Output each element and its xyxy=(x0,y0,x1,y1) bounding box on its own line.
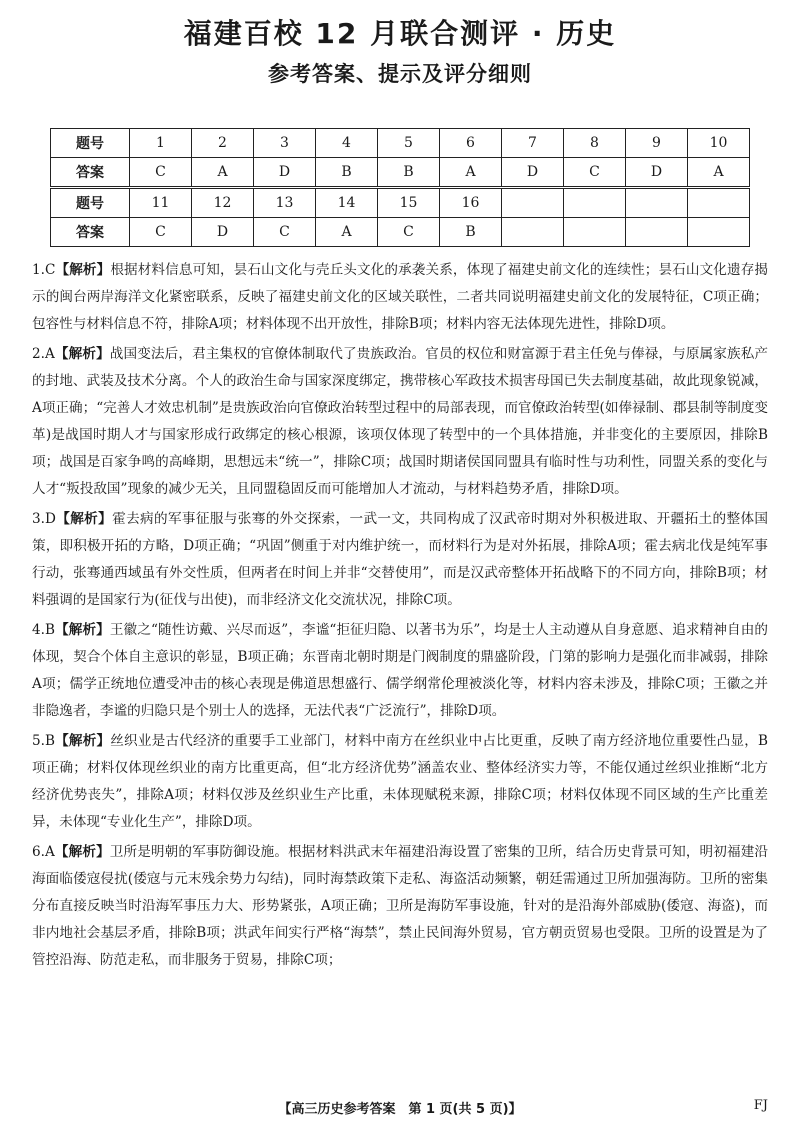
table-cell: 8 xyxy=(564,129,626,158)
answer-number: 5.B xyxy=(32,733,55,749)
table-cell: 6 xyxy=(440,129,502,158)
table-cell: 15 xyxy=(378,188,440,218)
question-header: 题号 xyxy=(51,188,130,218)
explanation-text: 根据材料信息可知，昙石山文化与壳丘头文化的承袭关系，体现了福建史前文化的连续性；昙石山文化遗存揭示的闽台两岸海洋文化紧密联系，反映了福建史前文化的区域关联性，二者共同说明福建史前文化的发展特征，C项正确；包容性与材料信息不符，排除A项；材料体现不出开放性，排除B项；材料内容无法体现先进性，排除D项。 xyxy=(32,262,769,332)
table-cell: 9 xyxy=(626,129,688,158)
analysis-tag: 【解析】 xyxy=(54,622,110,638)
analysis-tag: 【解析】 xyxy=(54,733,111,749)
explanation-item xyxy=(32,839,768,974)
table-cell: C xyxy=(254,218,316,247)
explanation-item xyxy=(32,617,768,725)
answer-table xyxy=(50,128,750,247)
table-cell: B xyxy=(440,218,502,247)
table-cell: 1 xyxy=(130,129,192,158)
analysis-tag: 【解析】 xyxy=(54,844,110,860)
table-row-answers-1 xyxy=(51,158,750,188)
table-cell: 7 xyxy=(502,129,564,158)
table-cell: A xyxy=(192,158,254,188)
table-cell xyxy=(688,188,750,218)
table-cell: D xyxy=(254,158,316,188)
table-row-questions-1 xyxy=(51,129,750,158)
explanation-text: 卫所是明朝的军事防御设施。根据材料洪武末年福建沿海设置了密集的卫所，结合历史背景可知，明初福建沿海面临倭寇侵扰(倭寇与元末残余势力勾结)，同时海禁政策下走私、海盗活动频繁，朝廷需通过卫所加强海防。卫所的密集分布直接反映当时沿海军事压力大、形势紧张，A项正确；卫所是海防军事设施，针对的是沿海外部威胁(倭寇、海盗)，而非内地社会基层矛盾，排除B项；洪武年间实行严格“海禁”，禁止民间海外贸易，官方朝贡贸易也受限。卫所的设置是为了管控沿海、防范走私，而非服务于贸易，排除C项； xyxy=(32,844,768,968)
question-header: 题号 xyxy=(51,129,130,158)
table-cell: C xyxy=(564,158,626,188)
table-cell: A xyxy=(688,158,750,188)
table-cell xyxy=(626,218,688,247)
table-row-answers-2 xyxy=(51,218,750,247)
explanation-item xyxy=(32,728,768,836)
table-cell: 16 xyxy=(440,188,502,218)
table-cell: C xyxy=(378,218,440,247)
page-subtitle: 参考答案、提示及评分细则 xyxy=(268,62,532,86)
table-cell: 5 xyxy=(378,129,440,158)
explanation-item xyxy=(32,341,768,503)
table-cell: C xyxy=(130,218,192,247)
table-cell xyxy=(564,218,626,247)
table-cell: C xyxy=(130,158,192,188)
page-footer: 【高三历史参考答案 第 1 页(共 5 页)】 xyxy=(278,1102,522,1117)
table-cell xyxy=(688,218,750,247)
answer-number: 3.D xyxy=(32,511,56,527)
explanation-text: 王徽之“随性访戴、兴尽而返”，李谧“拒征归隐、以著书为乐”，均是士人主动遵从自身意愿、追求精神自由的体现，契合个体自主意识的彰显，B项正确；东晋南北朝时期是门阀制度的鼎盛阶段，门第的影响力是强化而非减弱，排除A项；儒学正统地位遭受冲击的核心表现是佛道思想盛行、儒学纲常伦理被淡化等，材料内容未涉及，排除C项；王徽之并非隐逸者，李谧的归隐只是个别士人的选择，无法代表“广泛流行”，排除D项。 xyxy=(32,622,768,719)
table-cell xyxy=(502,218,564,247)
table-cell: 14 xyxy=(316,188,378,218)
explanation-text: 霍去病的军事征服与张骞的外交探索，一武一文，共同构成了汉武帝时期对外积极进取、开疆拓土的整体国策，即积极开拓的方略，D项正确；“巩固”侧重于对内维护统一，而材料行为是对外拓展，排除A项；霍去病北伐是纯军事行动，张骞通西域虽有外交性质，但两者在时间上并非“交替使用”，而是汉武帝整体开拓战略下的不同方向，排除B项；材料强调的是国家行为(征伐与出使)，而非经济文化交流状况，排除C项。 xyxy=(32,511,769,608)
answer-number: 1.C xyxy=(32,262,56,278)
answer-number: 4.B xyxy=(32,622,55,638)
table-cell: D xyxy=(626,158,688,188)
table-cell: 11 xyxy=(130,188,192,218)
explanations xyxy=(32,257,768,977)
table-cell: 10 xyxy=(688,129,750,158)
region-code: FJ xyxy=(753,1098,768,1113)
answer-number: 2.A xyxy=(32,346,55,362)
analysis-tag: 【解析】 xyxy=(54,346,110,362)
table-cell xyxy=(502,188,564,218)
analysis-tag: 【解析】 xyxy=(55,262,111,278)
answer-header: 答案 xyxy=(51,218,130,247)
explanation-item xyxy=(32,257,768,338)
table-cell: D xyxy=(502,158,564,188)
table-cell: A xyxy=(316,218,378,247)
table-cell xyxy=(564,188,626,218)
table-cell xyxy=(626,188,688,218)
table-row-questions-2 xyxy=(51,188,750,218)
table-cell: 12 xyxy=(192,188,254,218)
table-cell: B xyxy=(316,158,378,188)
table-cell: 4 xyxy=(316,129,378,158)
table-cell: 2 xyxy=(192,129,254,158)
answer-header: 答案 xyxy=(51,158,130,188)
table-cell: 3 xyxy=(254,129,316,158)
table-cell: B xyxy=(378,158,440,188)
explanation-text: 丝织业是古代经济的重要手工业部门，材料中南方在丝织业中占比更重，反映了南方经济地位重要性凸显，B项正确；材料仅体现丝织业的南方比重更高，但“北方经济优势”涵盖农业、整体经济实力等，不能仅通过丝织业推断“北方经济优势丧失”，排除A项；材料仅涉及丝织业生产比重，未体现赋税来源，排除C项；材料仅体现不同区域的生产比重差异，未体现“专业化生产”，排除D项。 xyxy=(32,733,768,830)
table-cell: A xyxy=(440,158,502,188)
table-cell: 13 xyxy=(254,188,316,218)
page-title: 福建百校 12 月联合测评 · 历史 xyxy=(183,17,617,50)
answer-number: 6.A xyxy=(32,844,55,860)
explanation-text: 战国变法后，君主集权的官僚体制取代了贵族政治。官员的权位和财富源于君主任免与俸禄，与原属家族私产的封地、武装及技术分离。个人的政治生命与国家深度绑定，携带核心军政技术损害母国已失去制度基础，故此现象锐减，A项正确；“完善人才效忠机制”是贵族政治向官僚政治转型过程中的局部表现，而官僚政治转型(如俸禄制、郡县制等制度变革)是战国时期人才与国家形成行政绑定的核心根源，该项仅体现了转型中的一个具体措施，并非变化的主要原因，排除B项；战国是百家争鸣的高峰期，思想远未“统一”，排除C项；战国时期诸侯国同盟具有临时性与功利性，同盟关系的变化与人才“叛投敌国”现象的减少无关，且同盟稳固反而可能增加人才流动，与材料趋势矛盾，排除D项。 xyxy=(32,346,768,497)
table-cell: D xyxy=(192,218,254,247)
analysis-tag: 【解析】 xyxy=(55,511,113,527)
explanation-item xyxy=(32,506,768,614)
